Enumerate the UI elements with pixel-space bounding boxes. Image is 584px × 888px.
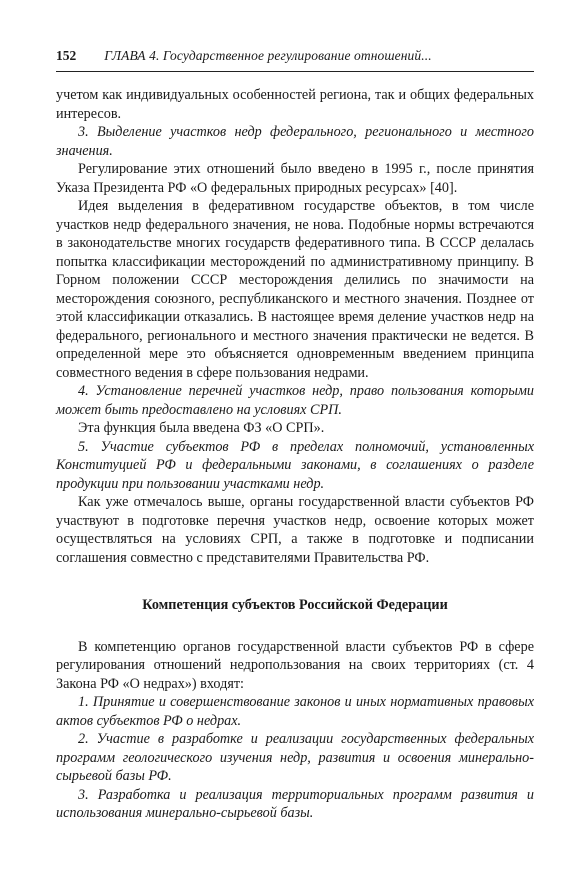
section-heading: Компетенция субъектов Российской Федерации [142, 597, 448, 613]
list-item-heading: 3. Выделение участков недр федерального, регионального и местного значения. [56, 124, 534, 159]
list-item: 1. Принятие и совершенствование законов и иных нормативных правовых актов субъектов РФ о недрах. [56, 694, 534, 729]
chapter-title: ГЛАВА 4. Государственное регулирование отношений... [104, 48, 432, 63]
list-item-heading: 5. Участие субъектов РФ в пределах полномочий, установленных Конституцией РФ и федеральными законами, в соглашениях о разделе продукции при пользовании участками недр. [56, 438, 534, 492]
paragraph: Как уже отмечалось выше, органы государственной власти субъектов РФ участвуют в подготовке перечня участков недр, освоение которых может осуществляться на условиях СРП, а также в подготовке и подписании соглашения совместно с представителями Правительства РФ. [56, 494, 534, 566]
list-item: 3. Разработка и реализация территориальных программ развития и использования минерально-сырьевой базы. [56, 786, 534, 821]
paragraph: Регулирование этих отношений было введено в 1995 г., после принятия Указа Президента РФ «О федеральных природных ресурсах» [40]. [56, 161, 534, 196]
paragraph: Идея выделения в федеративном государстве объектов, в том числе участков недр федерального значения, не нова. Подобные нормы встречаются в законодательстве многих государств федеративного типа. В СССР делалась попытка классификации месторождений по административному принципу. В Горном положении СССР месторождения делились по значимости на месторождения союзного, республиканского и местного значения. Позднее от этой классификации отказались. В настоящее время деление участков недр на федерального, регионального и местного значения практически не ведется. В определенной мере это объясняется одновременным введением принципа совместного ведения в сфере пользования недрами. [56, 198, 534, 381]
paragraph: учетом как индивидуальных особенностей региона, так и общих федеральных интересов. [56, 87, 534, 122]
list-item-heading: 4. Установление перечней участков недр, право пользования которыми может быть предоставлено на условиях СРП. [56, 383, 534, 418]
paragraph: Эта функция была введена ФЗ «О СРП». [78, 420, 325, 436]
list-item: 2. Участие в разработке и реализации государственных федеральных программ геологического изучения недр, развития и освоения минерально-сырьевой базы РФ. [56, 731, 534, 784]
paragraph: В компетенцию органов государственной власти субъектов РФ в сфере регулирования отношений недропользования на своих территориях (ст. 4 Закона РФ «О недрах») входят: [56, 638, 534, 692]
running-header [56, 48, 534, 64]
page-body [56, 86, 534, 823]
header-rule [56, 71, 534, 72]
page-number: 152 [56, 48, 77, 63]
